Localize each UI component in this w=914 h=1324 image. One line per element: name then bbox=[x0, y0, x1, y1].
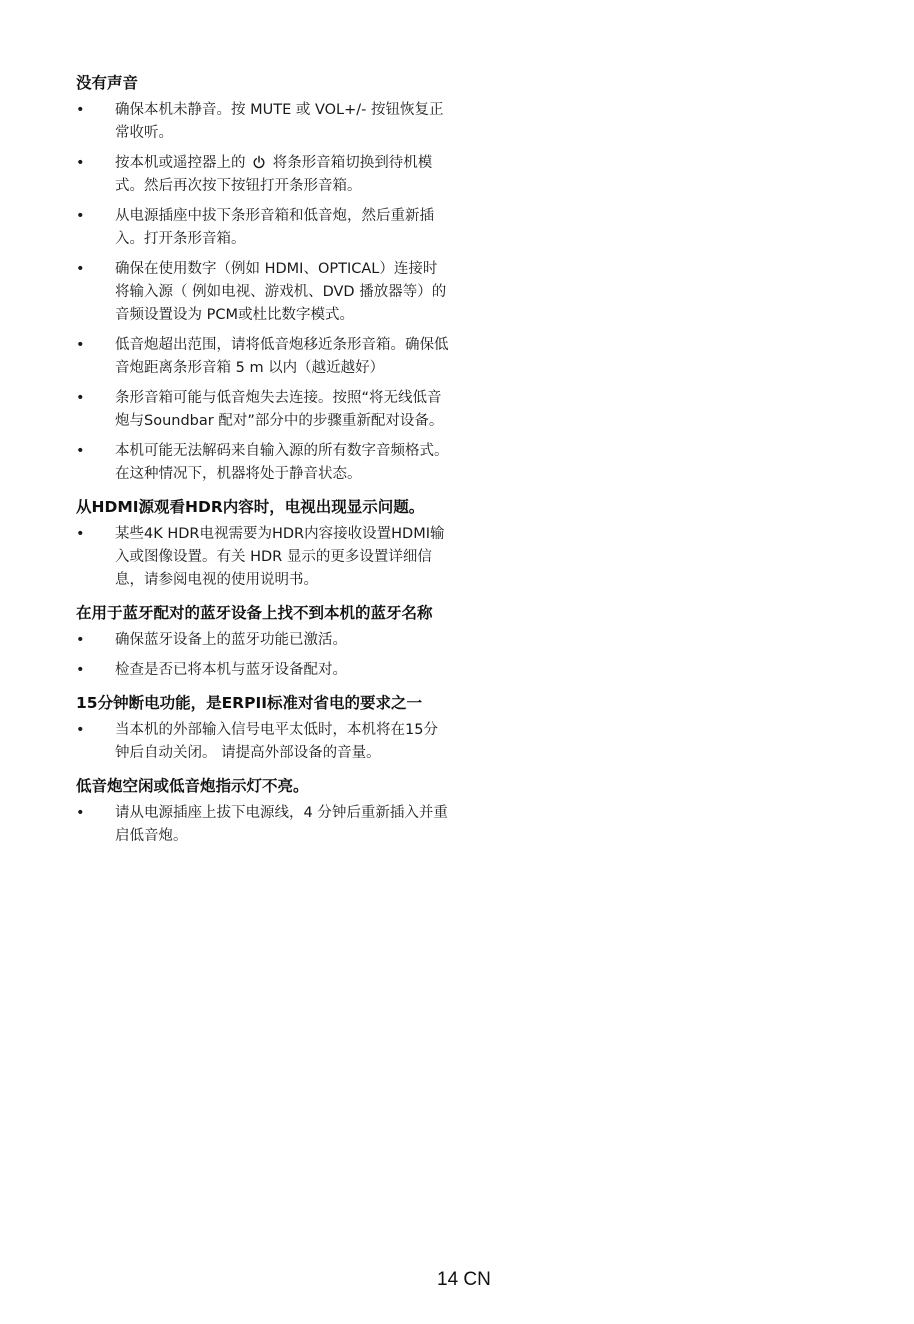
section-hdr-display bbox=[76, 496, 450, 592]
list-item bbox=[76, 802, 450, 848]
list-item bbox=[76, 205, 450, 251]
list-item bbox=[76, 659, 450, 682]
item-text: 确保本机未静音。按 MUTE 或 VOL+/- 按钮恢复正常收听。 bbox=[115, 102, 444, 141]
bullet: • bbox=[76, 526, 85, 542]
section-auto-standby bbox=[76, 692, 450, 765]
page-number: 14 CN bbox=[437, 1269, 491, 1290]
power-icon bbox=[252, 155, 266, 169]
list-item bbox=[76, 440, 450, 486]
bullet: • bbox=[76, 443, 85, 459]
item-text: 本机可能无法解码来自输入源的所有数字音频格式。在这种情况下，机器将处于静音状态。 bbox=[115, 443, 449, 482]
item-text: 低音炮超出范围，请将低音炮移近条形音箱。确保低音炮距离条形音箱 5 m 以内（越近越好） bbox=[115, 337, 449, 376]
bullet: • bbox=[76, 337, 85, 353]
section-no-sound bbox=[76, 72, 450, 486]
list-item bbox=[76, 152, 450, 198]
bullet: • bbox=[76, 155, 85, 171]
list-item bbox=[76, 523, 450, 592]
item-text: 某些4K HDR电视需要为HDR内容接收设置HDMI输入或图像设置。有关 HDR 显示的更多设置详细信息，请参阅电视的使用说明书。 bbox=[115, 526, 445, 588]
bullet: • bbox=[76, 208, 85, 224]
section-heading: 在用于蓝牙配对的蓝牙设备上找不到本机的蓝牙名称 bbox=[76, 604, 433, 622]
bullet: • bbox=[76, 390, 85, 406]
list-item bbox=[76, 387, 450, 433]
bullet: • bbox=[76, 722, 85, 738]
bullet: • bbox=[76, 261, 85, 277]
list-item bbox=[76, 99, 450, 145]
list-item bbox=[76, 334, 450, 380]
item-text: 确保在使用数字（例如 HDMI、OPTICAL）连接时将输入源（ 例如电视、游戏机、DVD 播放器等）的音频设置设为 PCM或杜比数字模式。 bbox=[115, 261, 447, 323]
bullet: • bbox=[76, 805, 85, 821]
section-bluetooth-name bbox=[76, 602, 450, 682]
item-text-before: 按本机或遥控器上的 bbox=[115, 155, 251, 171]
list-item bbox=[76, 258, 450, 327]
section-subwoofer-indicator bbox=[76, 775, 450, 848]
section-heading: 低音炮空闲或低音炮指示灯不亮。 bbox=[76, 777, 309, 795]
item-text: 当本机的外部输入信号电平太低时，本机将在15分钟后自动关闭。 请提高外部设备的音量。 bbox=[115, 722, 438, 761]
item-text: 条形音箱可能与低音炮失去连接。按照“将无线低音炮与Soundbar 配对”部分中的步骤重新配对设备。 bbox=[115, 390, 444, 429]
list-item bbox=[76, 629, 450, 652]
troubleshooting-content bbox=[76, 72, 450, 858]
list-item bbox=[76, 719, 450, 765]
bullet: • bbox=[76, 662, 85, 678]
item-text: 从电源插座中拔下条形音箱和低音炮，然后重新插入。打开条形音箱。 bbox=[115, 208, 434, 247]
item-text: 检查是否已将本机与蓝牙设备配对。 bbox=[115, 662, 347, 678]
bullet: • bbox=[76, 102, 85, 118]
item-text: 确保蓝牙设备上的蓝牙功能已激活。 bbox=[115, 632, 347, 648]
section-heading: 从HDMI源观看HDR内容时，电视出现显示问题。 bbox=[76, 498, 425, 516]
item-text: 请从电源插座上拔下电源线，4 分钟后重新插入并重启低音炮。 bbox=[115, 805, 448, 844]
bullet: • bbox=[76, 632, 85, 648]
section-heading: 没有声音 bbox=[76, 74, 139, 92]
item-text-after: 将条形音箱切换到待机模式。然后再次按下按钮打开条形音箱。 bbox=[115, 155, 433, 194]
section-heading: 15分钟断电功能，是ERPII标准对省电的要求之一 bbox=[76, 694, 422, 712]
